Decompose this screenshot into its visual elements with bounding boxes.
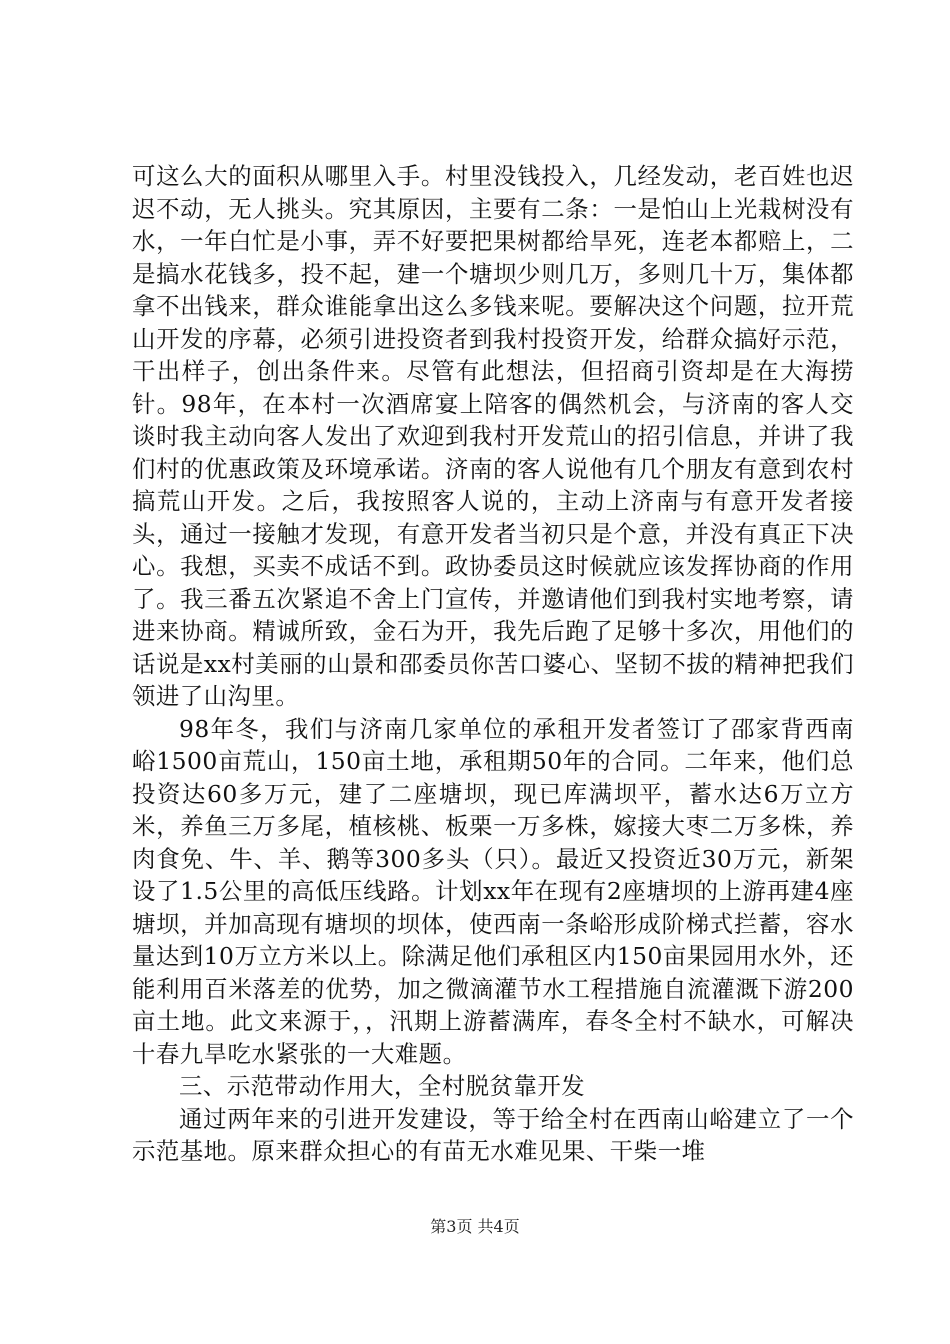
paragraph-2: 98年冬，我们与济南几家单位的承租开发者签订了邵家背西南峪1500亩荒山，150亩土地，承租期50年的合同。二年来，他们总投资达60多万元，建了二座塘坝，现已库满坝平，蓄水达6万立方米，养鱼三万多尾，植核桃、板栗一万多株，嫁接大枣二万多株，养肉食免、牛、羊、鹅等300多头（只）。最近又投资近30万元，新架设了1.5公里的高低压线路。计划xx年在现有2座塘坝的上游再建4座塘坝，并加高现有塘坝的坝体，使西南一条峪形成阶梯式拦蓄，容水量达到10万立方米以上。除满足他们承租区内150亩果园用水外，还能利用百米落差的优势，加之微滴灌节水工程措施自流灌溉下游200亩土地。此文来源于，，汛期上游蓄满库，春冬全村不缺水，可解决十春九旱吃水紧张的一大难题。: [132, 714, 854, 1068]
document-body: [132, 160, 854, 1168]
paragraph-1: 可这么大的面积从哪里入手。村里没钱投入，几经发动，老百姓也迟迟不动，无人挑头。究其原因，主要有二条：一是怕山上光栽树没有水，一年白忙是小事，弄不好要把果树都给旱死，连老本都赔上，二是搞水花钱多，投不起，建一个塘坝少则几万，多则几十万，集体都拿不出钱来，群众谁能拿出这么多钱来呢。要解决这个问题，拉开荒山开发的序幕，必须引进投资者到我村投资开发，给群众搞好示范，干出样子，创出条件来。尽管有此想法，但招商引资却是在大海捞针。98年，在本村一次酒席宴上陪客的偶然机会，与济南的客人交谈时我主动向客人发出了欢迎到我村开发荒山的招引信息，并讲了我们村的优惠政策及环境承诺。济南的客人说他有几个朋友有意到农村搞荒山开发。之后，我按照客人说的，主动上济南与有意开发者接头，通过一接触才发现，有意开发者当初只是个意，并没有真正下决心。我想，买卖不成话不到。政协委员这时候就应该发挥协商的作用了。我三番五次紧追不舍上门宣传，并邀请他们到我村实地考察，请进来协商。精诚所致，金石为开，我先后跑了足够十多次，用他们的话说是xx村美丽的山景和邵委员你苦口婆心、坚韧不拔的精神把我们领进了山沟里。: [132, 162, 854, 710]
section-heading: 三、示范带动作用大，全村脱贫靠开发: [179, 1072, 586, 1100]
page-footer: 第3页 共4页: [430, 1217, 520, 1236]
paragraph-3: 通过两年来的引进开发建设，等于给全村在西南山峪建立了一个示范基地。原来群众担心的有苗无水难见果、干柴一堆: [132, 1104, 854, 1165]
